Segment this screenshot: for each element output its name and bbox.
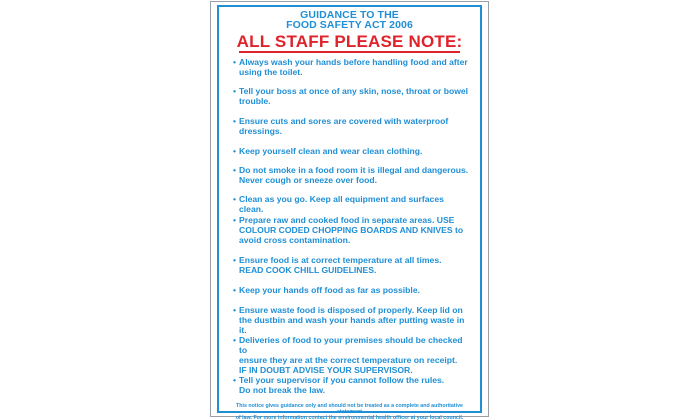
rule-text: Ensure waste food is disposed of properly. Keep lid on the dustbin and wash your hands after putting waste in it. — [239, 305, 465, 335]
rule-item — [233, 86, 470, 106]
rule-text: Tell your supervisor if you cannot follow the rules. Do not break the law. — [239, 375, 445, 395]
rule-item — [233, 215, 470, 245]
rule-text: Always wash your hands before handling food and after using the toilet. — [239, 57, 468, 77]
bullet-icon: • — [233, 146, 237, 156]
rule-item — [233, 57, 470, 77]
bullet-icon: • — [233, 194, 237, 204]
rule-item — [233, 335, 470, 375]
rule-text: Tell your boss at once of any skin, nose, throat or bowel trouble. — [239, 86, 469, 106]
rule-text: Clean as you go. Keep all equipment and surfaces clean. — [239, 194, 444, 214]
bullet-icon: • — [233, 335, 237, 345]
rule-item — [233, 255, 470, 275]
header-line-1: GUIDANCE TO THE — [300, 9, 399, 21]
bullet-icon: • — [233, 165, 237, 175]
bullet-icon: • — [233, 375, 237, 385]
notice-title: ALL STAFF PLEASE NOTE: — [236, 32, 463, 51]
rule-text: Keep yourself clean and wear clean clothing. — [239, 146, 423, 156]
rule-item — [233, 165, 470, 185]
rule-text: Do not smoke in a food room it is illegal and dangerous. Never cough or sneeze over food. — [239, 165, 469, 185]
rule-item — [233, 285, 470, 295]
rule-text: Keep your hands off food as far as possible. — [239, 285, 420, 295]
food-safety-notice — [210, 1, 489, 420]
rule-text: Prepare raw and cooked food in separate areas. USE COLOUR CODED CHOPPING BOARDS AND KNIVES to avoid cross contamination. — [239, 215, 464, 245]
rule-item — [233, 116, 470, 136]
bullet-icon: • — [233, 86, 237, 96]
rule-text: Ensure cuts and sores are covered with waterproof dressings. — [239, 116, 449, 136]
bullet-icon: • — [233, 215, 237, 225]
bullet-icon: • — [233, 116, 237, 126]
bullet-icon: • — [233, 255, 237, 265]
notice-border — [217, 5, 482, 420]
bullet-icon: • — [233, 305, 237, 315]
rule-text: Deliveries of food to your premises should be checked to ensure they are at the correct temperature on receipt. IF IN DOUBT ADVISE YOUR SUPERVISOR. — [239, 335, 463, 375]
header-line-2: FOOD SAFETY ACT 2006 — [286, 19, 413, 31]
rule-item — [233, 305, 470, 335]
rule-text: Ensure food is at correct temperature at all times. READ COOK CHILL GUIDELINES. — [239, 255, 442, 275]
legal-disclaimer: This notice gives guidance only and should not be treated as a complete and authoritative statement of law. For more information contact the environmental health officer at your local council. — [235, 403, 464, 420]
bullet-icon: • — [233, 285, 237, 295]
bullet-icon: • — [233, 57, 237, 67]
rule-item — [233, 146, 470, 156]
rule-item — [233, 194, 470, 214]
rule-item — [233, 375, 470, 395]
title-underline — [239, 51, 460, 53]
